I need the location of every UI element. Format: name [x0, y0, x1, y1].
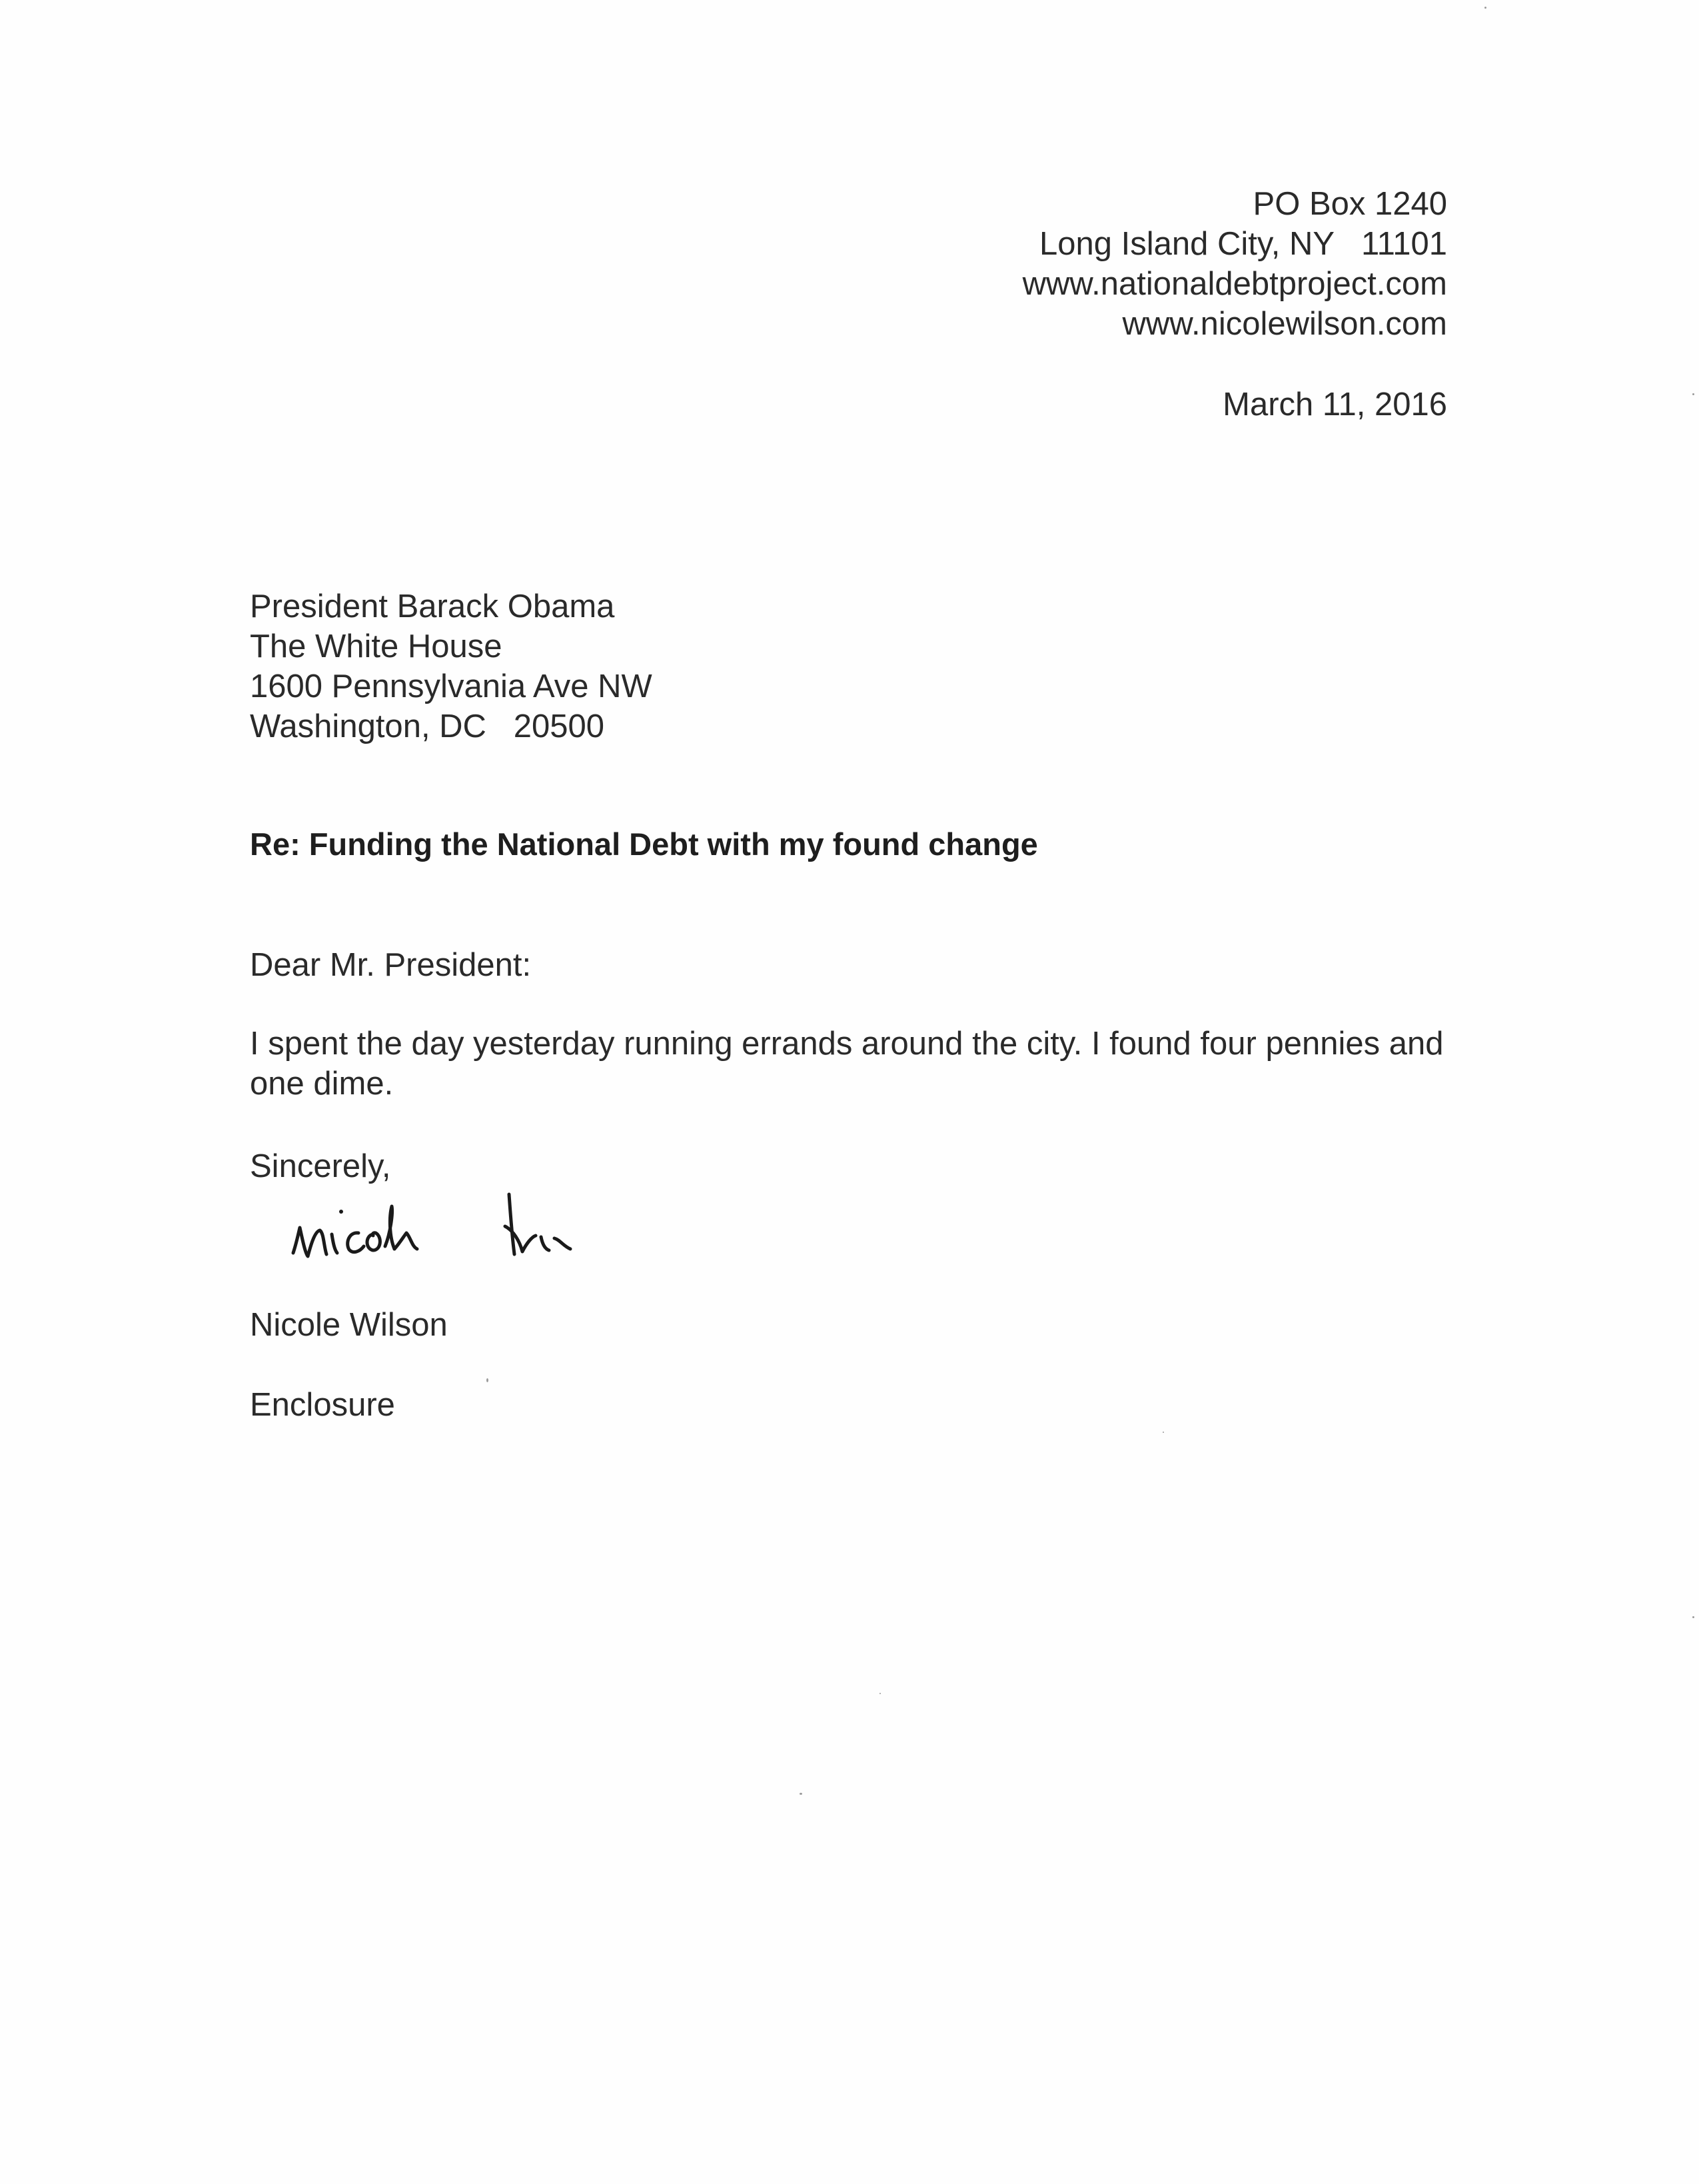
sender-city-state-zip: Long Island City, NY 11101: [1039, 226, 1447, 262]
scan-speck: [879, 1693, 881, 1694]
sender-website-personal: www.nicolewilson.com: [1122, 306, 1447, 342]
scan-speck: [486, 1378, 488, 1382]
recipient-name: President Barack Obama: [250, 588, 615, 624]
sender-website-national-debt: www.nationaldebtproject.com: [1022, 266, 1447, 302]
recipient-organization: The White House: [250, 628, 502, 664]
closing: Sincerely,: [250, 1148, 391, 1184]
subject-line: Re: Funding the National Debt with my found change: [250, 826, 1038, 862]
scan-speck: [1163, 1432, 1164, 1433]
recipient-street: 1600 Pennsylvania Ave NW: [250, 668, 652, 704]
letter-date: March 11, 2016: [1223, 387, 1447, 423]
scan-speck: [1692, 393, 1694, 395]
sender-po-box: PO Box 1240: [1253, 186, 1447, 222]
enclosure-notation: Enclosure: [250, 1387, 395, 1423]
recipient-address-block: [250, 586, 652, 746]
handwritten-signature: [280, 1180, 640, 1286]
recipient-city-state-zip: Washington, DC 20500: [250, 708, 605, 744]
scan-speck: [800, 1793, 802, 1795]
letter-body: I spent the day yesterday running errands around the city. I found four pennies and one dime.: [250, 1026, 1444, 1102]
salutation: Dear Mr. President:: [250, 947, 532, 983]
signer-name: Nicole Wilson: [250, 1307, 448, 1343]
scan-speck: [1484, 7, 1486, 9]
scan-speck: [1692, 1616, 1694, 1618]
sender-address-block: [1023, 184, 1447, 344]
